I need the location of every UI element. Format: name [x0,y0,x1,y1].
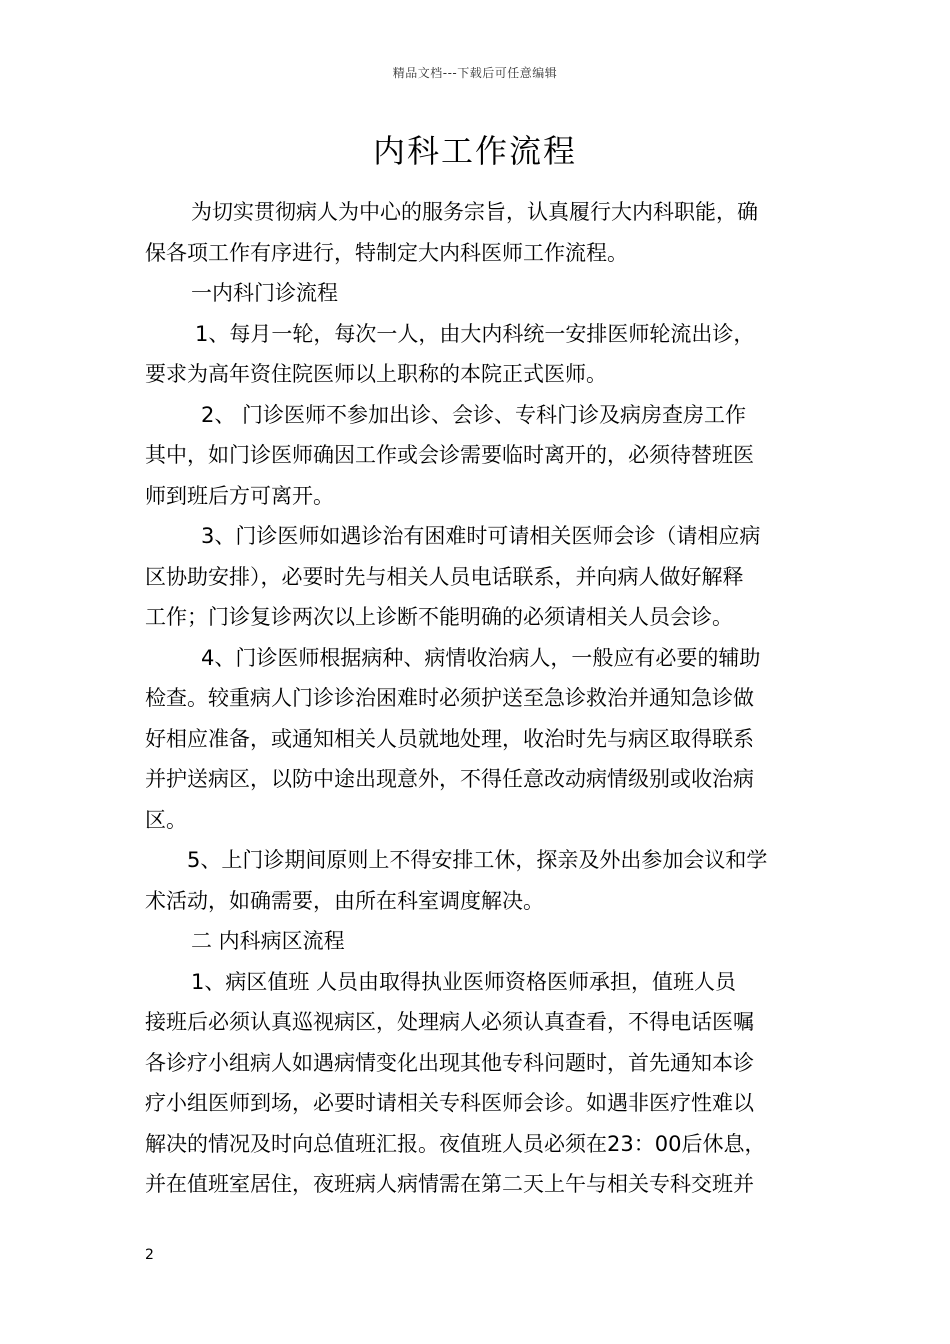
text-line: 要求为高年资住院医师以上职称的本院正式医师。 [145,362,607,386]
document-title: 内科工作流程 [372,132,577,170]
page-number: 2 [145,1247,154,1263]
text-line: 3、门诊医师如遇诊治有困难时可请相关医师会诊（请相应病 [201,524,761,548]
text-line: 5、上门诊期间原则上不得安排工休，探亲及外出参加会议和学 [187,848,768,872]
text-line: 1、病区值班 人员由取得执业医师资格医师承担，值班人员 [191,969,737,994]
text-line: 疗小组医师到场，必要时请相关专科医师会诊。如遇非医疗性难以 [145,1091,754,1115]
text-line: 区。 [145,807,187,832]
text-line: 术活动，如确需要，由所在科室调度解决。 [145,888,544,913]
text-line: 接班后必须认真巡视病区，处理病人必须认真查看，不得电话医嘱 [145,1010,754,1034]
text-line: 一内科门诊流程 [191,281,338,305]
text-line: 并护送病区，以防中途出现意外，不得任意改动病情级别或收治病 [145,767,754,791]
text-line: 好相应准备，或通知相关人员就地处理，收治时先与病区取得联系 [145,726,754,751]
text-line: 各诊疗小组病人如遇病情变化出现其他专科问题时，首先通知本诊 [145,1050,754,1075]
text-line: 1、每月一轮，每次一人，由大内科统一安排医师轮流出诊， [195,321,755,346]
text-line: 师到班后方可离开。 [145,483,334,508]
text-line: 并在值班室居住，夜班病人病情需在第二天上午与相关专科交班并 [145,1172,754,1196]
text-line: 为切实贯彻病人为中心的服务宗旨，认真履行大内科职能，确 [191,200,758,224]
text-line: 2、 门诊医师不参加出诊、会诊、专科门诊及病房查房工作 [201,402,747,427]
text-line: 工作；门诊复诊两次以上诊断不能明确的必须请相关人员会诊。 [145,605,733,629]
text-line: 解决的情况及时向总值班汇报。夜值班人员必须在23：00后休息， [145,1131,766,1156]
page-header: 精品文档---下载后可任意编辑 [392,66,558,80]
text-line: 保各项工作有序进行，特制定大内科医师工作流程。 [145,240,628,265]
document-body [145,192,815,1205]
text-line: 二 内科病区流程 [191,929,345,953]
text-line: 检查。较重病人门诊诊治困难时必须护送至急诊救治并通知急诊做 [145,686,754,710]
text-line: 4、门诊医师根据病种、病情收治病人，一般应有必要的辅助 [201,645,761,670]
text-line: 其中，如门诊医师确因工作或会诊需要临时离开的，必须待替班医 [145,443,754,467]
text-line: 区协助安排），必要时先与相关人员电话联系，并向病人做好解释 [145,564,744,589]
